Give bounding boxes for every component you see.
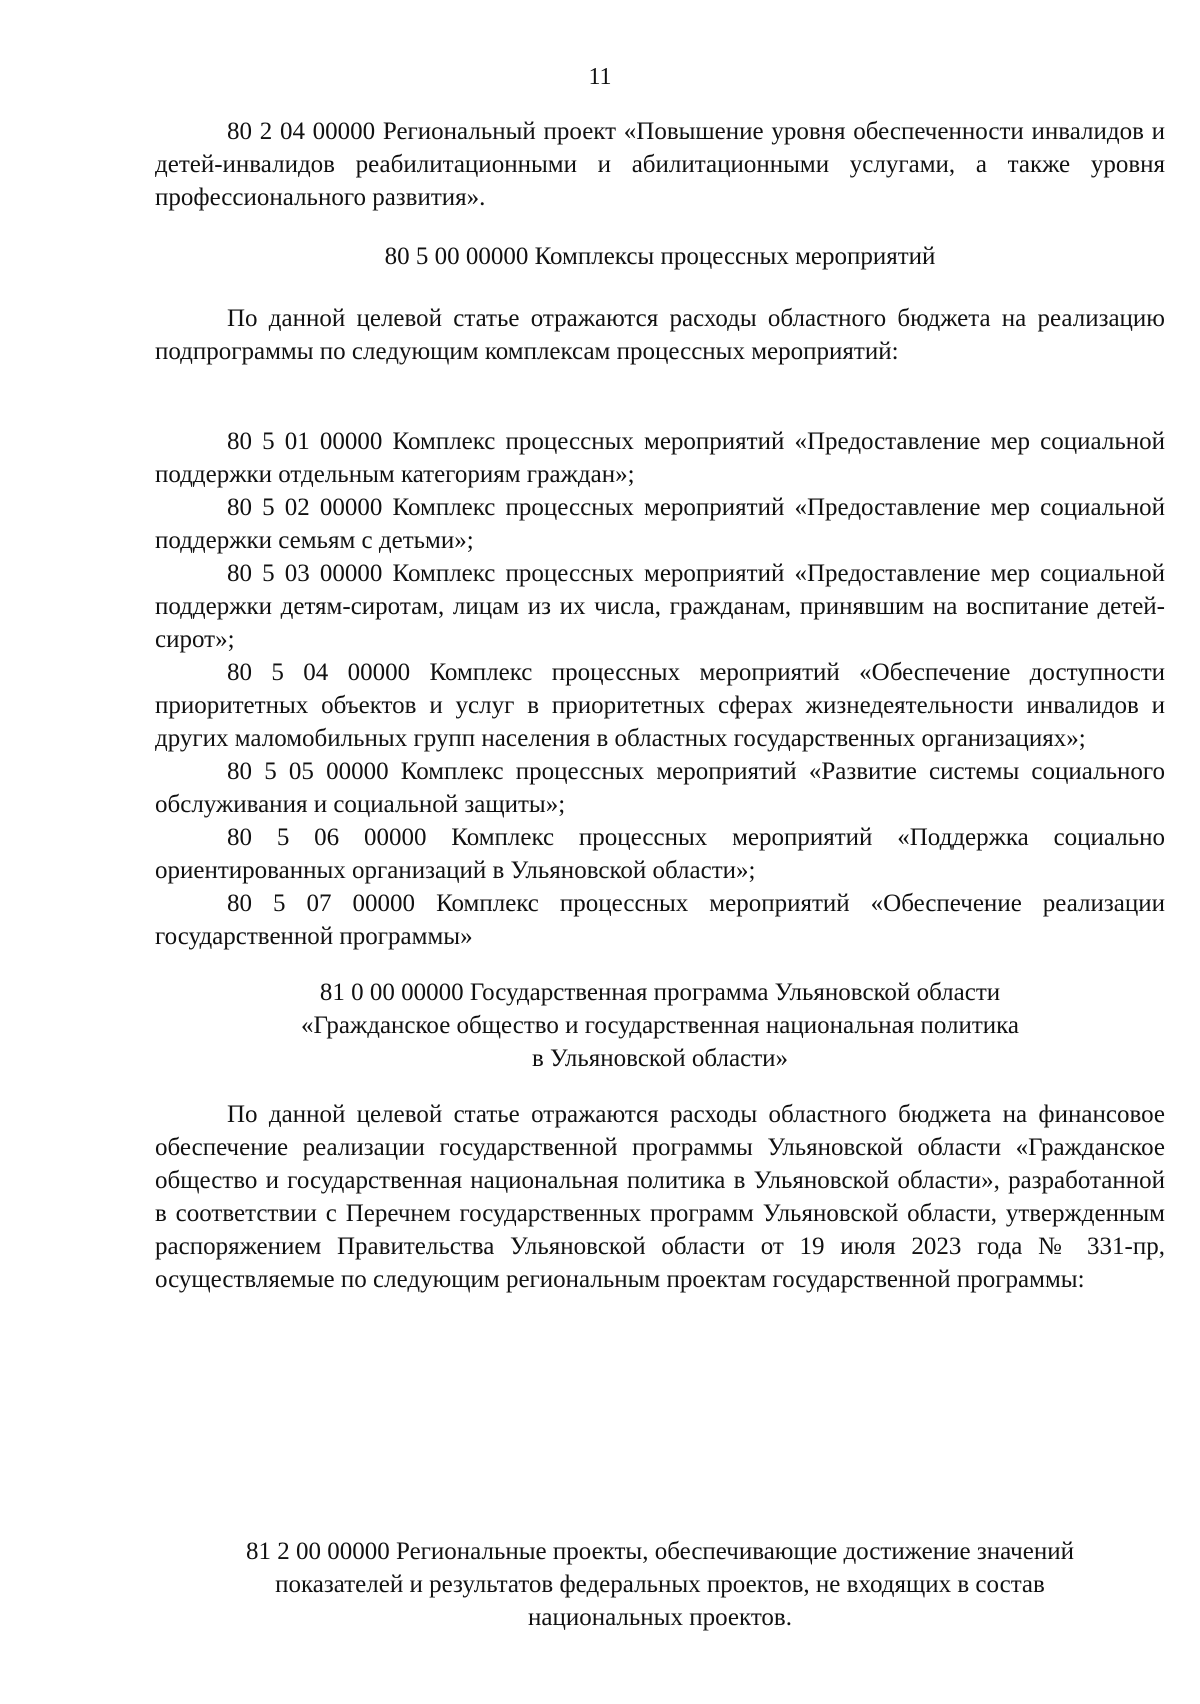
paragraph-80-2-04: 80 2 04 00000 Региональный проект «Повышение уровня обеспеченности инвалидов и детей-инвалидов реабилитационными и абилитационными услугами, а также уровня профессионального развития». [155,118,1165,211]
heading-line: 81 2 00 00000 Региональные проекты, обеспечивающие достижение значений [246,1538,1074,1565]
heading-line: показателей и результатов федеральных проектов, не входящих в состав [275,1571,1045,1598]
intro-paragraph-80-5: По данной целевой статье отражаются расходы областного бюджета на реализацию подпрограммы по следующим комплексам процессных мероприятий: [155,305,1165,365]
list-item: 80 5 03 00000 Комплекс процессных мероприятий «Предоставление мер социальной поддержки детям-сиротам, лицам из их числа, гражданам, принявшим на воспитание детей-сирот»; [155,560,1165,653]
list-item: 80 5 02 00000 Комплекс процессных мероприятий «Предоставление мер социальной поддержки семьям с детьми»; [155,494,1165,554]
list-item: 80 5 01 00000 Комплекс процессных мероприятий «Предоставление мер социальной поддержки отдельным категориям граждан»; [155,428,1165,488]
page-number: 11 [588,64,612,90]
heading-line: в Ульяновской области» [531,1045,789,1072]
section-heading-81 [155,976,1165,1075]
heading-line: 81 0 00 00000 Государственная программа Ульяновской области [319,979,1001,1006]
list-item: 80 5 05 00000 Комплекс процессных мероприятий «Развитие системы социального обслуживания и социальной защиты»; [155,758,1165,818]
heading-line: национальных проектов. [528,1604,792,1631]
section-heading-80-5: 80 5 00 00000 Комплексы процессных мероприятий [384,243,936,270]
heading-line: «Гражданское общество и государственная национальная политика [300,1012,1020,1039]
list-item: 80 5 04 00000 Комплекс процессных мероприятий «Обеспечение доступности приоритетных объектов и услуг в приоритетных сферах жизнедеятельности инвалидов и других маломобильных групп населения в областных государственных организациях»; [155,659,1165,752]
section-heading-81-2 [155,1535,1165,1634]
list-item: 80 5 07 00000 Комплекс процессных мероприятий «Обеспечение реализации государственной программы» [155,890,1165,950]
complex-list-80-5 [155,425,1165,953]
list-item: 80 5 06 00000 Комплекс процессных мероприятий «Поддержка социально ориентированных организаций в Ульяновской области»; [155,824,1165,884]
intro-paragraph-81: По данной целевой статье отражаются расходы областного бюджета на финансовое обеспечение реализации государственной программы Ульяновской области «Гражданское общество и государственная национальная политика в Ульяновской области», разработанной в соответствии с Перечнем государственных программ Ульяновской области, утвержденным распоряжением Правительства Ульяновской области от 19 июля 2023 года № 331-пр, осуществляемые по следующим региональным проектам государственной программы: [155,1101,1165,1293]
